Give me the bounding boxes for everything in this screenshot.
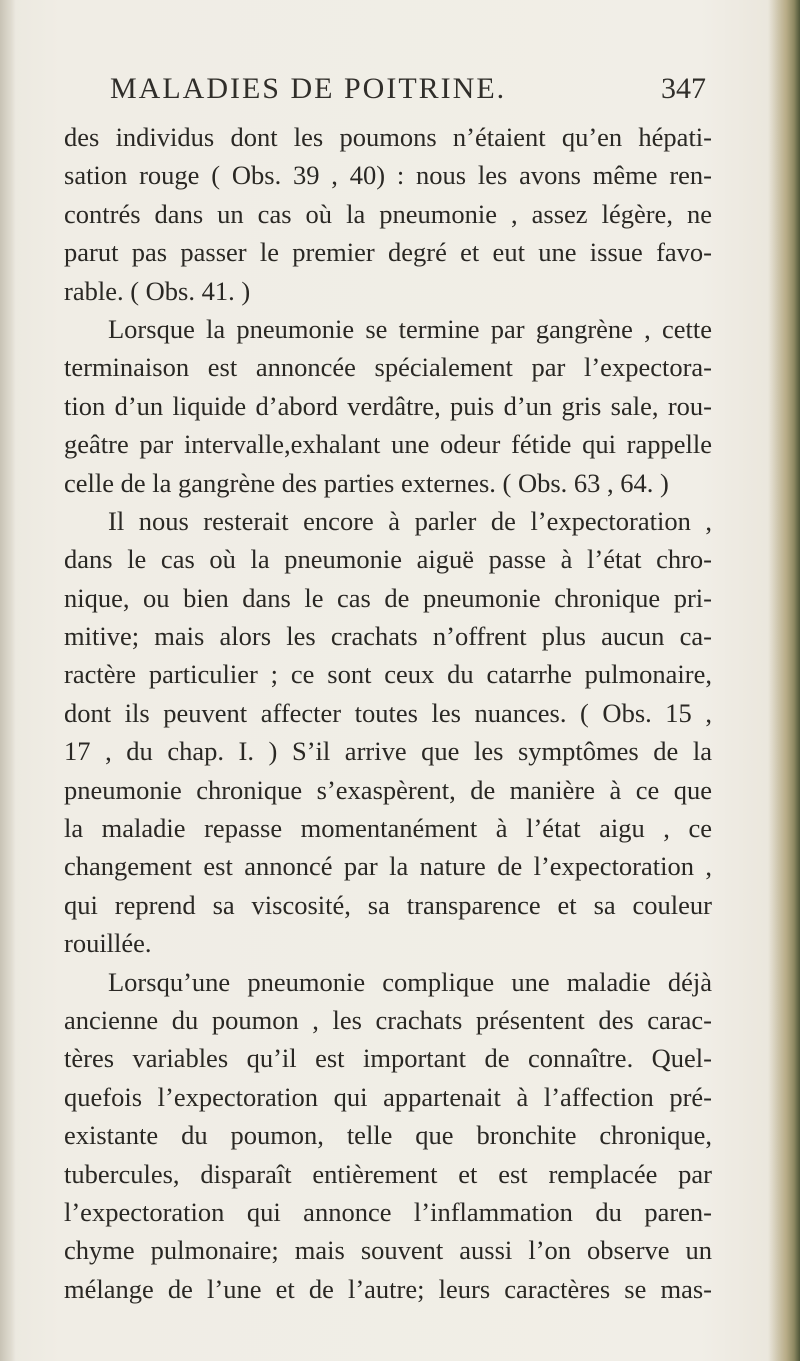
text-line: parut pas passer le premier degré et eut une issue favo- bbox=[64, 237, 712, 268]
text-line: changement est annoncé par la nature de l’expectoration , bbox=[64, 851, 712, 882]
page-number: 347 bbox=[661, 72, 706, 105]
text-line: mélange de l’une et de l’autre; leurs caractères se mas- bbox=[64, 1273, 712, 1304]
text-line: la maladie repasse momentanément à l’état aigu , ce bbox=[64, 813, 712, 844]
running-head-title: MALADIES DE POITRINE. bbox=[110, 72, 507, 105]
text-line: contrés dans un cas où la pneumonie , assez légère, ne bbox=[64, 198, 712, 229]
text-line: des individus dont les poumons n’étaient qu’en hépati- bbox=[64, 122, 712, 152]
text-line: terminaison est annoncée spécialement par l’expectora- bbox=[64, 352, 712, 383]
text-line: Lorsqu’une pneumonie complique une maladie déjà bbox=[108, 966, 712, 997]
text-line: rouillée. bbox=[64, 928, 152, 959]
page-left-edge bbox=[0, 0, 16, 1361]
text-line: mitive; mais alors les crachats n’offrent plus aucun ca- bbox=[64, 621, 712, 652]
text-line: tion d’un liquide d’abord verdâtre, puis d’un gris sale, rou- bbox=[64, 390, 712, 421]
text-line: celle de la gangrène des parties externes. ( Obs. 63 , 64. ) bbox=[64, 467, 669, 498]
body-text bbox=[64, 118, 712, 1308]
text-line: quefois l’expectoration qui appartenait à l’affection pré- bbox=[64, 1081, 712, 1112]
text-line: Il nous resterait encore à parler de l’expectoration , bbox=[108, 505, 712, 536]
text-line: tubercules, disparaît entièrement et est remplacée par bbox=[64, 1158, 712, 1189]
running-head bbox=[110, 72, 706, 112]
text-line: dont ils peuvent affecter toutes les nuances. ( Obs. 15 , bbox=[64, 697, 712, 728]
text-line: geâtre par intervalle,exhalant une odeur fétide qui rappelle bbox=[64, 429, 712, 460]
text-line: dans le cas où la pneumonie aiguë passe à l’état chro- bbox=[64, 544, 712, 575]
text-line: rable. ( Obs. 41. ) bbox=[64, 275, 251, 306]
text-line: existante du poumon, telle que bronchite chronique, bbox=[64, 1120, 712, 1151]
text-line: Lorsque la pneumonie se termine par gangrène , cette bbox=[108, 313, 712, 344]
text-line: ractère particulier ; ce sont ceux du catarrhe pulmonaire, bbox=[64, 659, 712, 690]
text-line: sation rouge ( Obs. 39 , 40) : nous les avons même ren- bbox=[64, 160, 712, 191]
text-line: l’expectoration qui annonce l’inflammation du paren- bbox=[64, 1196, 712, 1227]
text-line: 17 , du chap. I. ) S’il arrive que les symptômes de la bbox=[64, 736, 712, 767]
text-line: chyme pulmonaire; mais souvent aussi l’on observe un bbox=[64, 1235, 712, 1266]
text-line: pneumonie chronique s’exaspèrent, de manière à ce que bbox=[64, 774, 712, 805]
text-line: qui reprend sa viscosité, sa transparence et sa couleur bbox=[64, 889, 712, 920]
text-line: nique, ou bien dans le cas de pneumonie chronique pri- bbox=[64, 582, 712, 613]
text-line: tères variables qu’il est important de connaître. Quel- bbox=[64, 1043, 712, 1074]
text-line: ancienne du poumon , les crachats présentent des carac- bbox=[64, 1004, 712, 1035]
page-right-edge bbox=[768, 0, 800, 1361]
